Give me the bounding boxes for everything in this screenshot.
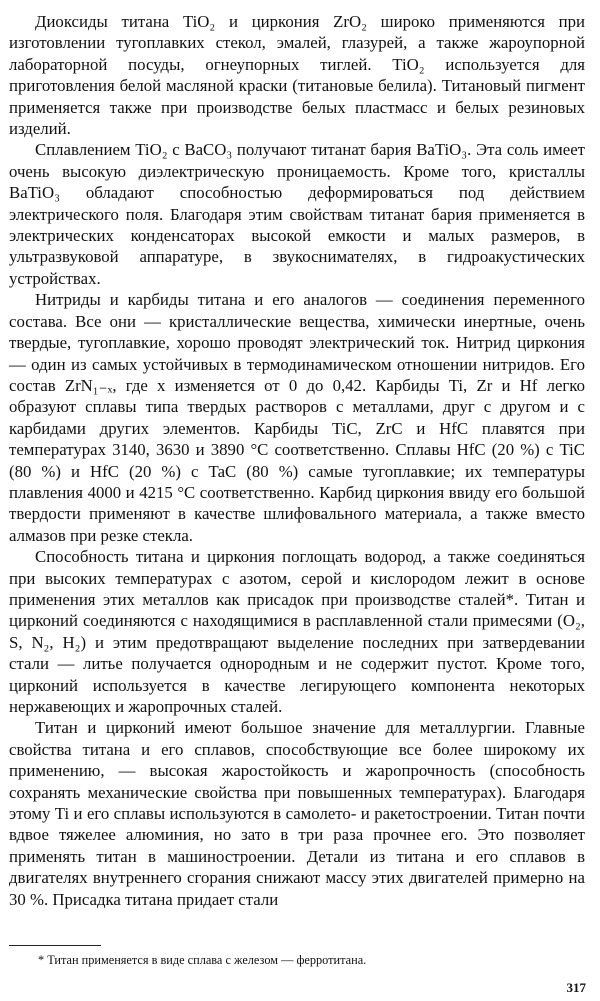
footnote: * Титан применяется в виде сплава с железом — ферротитана. [38,953,367,967]
paragraph: Нитриды и карбиды титана и его аналогов — соединения переменного состава. Все они — кристаллические вещества, химически инертные, очень твердые, тугоплавкие, хорошо проводят электрический ток. Нитрид циркония — один из самых устойчивых в термодинамическом отношении нитридов. Его состав ZrN₁₋ₓ, где x изменяется от 0 до 0,42. Карбиды Ti, Zr и Hf легко образуют сплавы типа твердых растворов с металлами, друг с другом и с карбидами других элементов. Карбиды TiC, ZrC и HfC плавятся при температурах 3140, 3630 и 3890 °C соответственно. Сплавы HfC (20 %) с TiC (80 %) и HfC (20 %) с TaC (80 %) самые тугоплавкие; их температуры плавления 4000 и 4215 °C соответственно. Карбид циркония ввиду его большой твердости применяют в качестве шлифовального материала, а также вместо алмазов при резке стекла. [9,290,585,545]
paragraph: Диоксиды титана TiO₂ и циркония ZrO₂ широко применяются при изготовлении тугоплавких стекол, эмалей, глазурей, а также жароупорной лабораторной посуды, огнеупорных тиглей. TiO₂ используется для приготовления белой масляной краски (титановые белила). Титановый пигмент применяется также при производстве белых пластмасс и белых резиновых изделий. [9,12,585,139]
paragraph: Титан и цирконий имеют большое значение для металлургии. Главные свойства титана и его сплавов, способствующие все более широкому их применению, — высокая жаростойкость и жаропрочность (способность сохранять механические свойства при повышенных температурах). Благодаря этому Ti и его сплавы используются в самолето- и ракетостроении. Титан почти вдвое тяжелее алюминия, но зато в три раза прочнее его. Это позволяет применять титан в машиностроении. Детали из титана и его сплавов в двигателях внутреннего сгорания снижают массу этих двигателей примерно на 30 %. Присадка титана придает стали [9,718,585,909]
paragraph: Сплавлением TiO₂ с BaCO₃ получают титанат бария BaTiO₃. Эта соль имеет очень высокую диэлектрическую проницаемость. Кроме того, кристаллы BaTiO₃ обладают способностью деформироваться под действием электрического поля. Благодаря этим свойствам титанат бария применяется в электрических конденсаторах высокой емкости и малых размеров, в ультразвуковой аппаратуре, в звукоснимателях, в гидроакустических устройствах. [9,140,585,288]
page-number: 317 [566,980,586,995]
footnote-divider [9,945,101,946]
body-text [9,11,585,910]
paragraph: Способность титана и циркония поглощать водород, а также соединяться при высоких температурах с азотом, серой и кислородом лежит в основе применения этих металлов как присадок при производстве сталей*. Титан и цирконий соединяются с находящимися в расплавленной стали примесями (O₂, S, N₂, H₂) и этим предотвращают выделение последних при затвердевании стали — литье получается однородным и не содержит пустот. Кроме того, цирконий используется в качестве легирующего компонента некоторых нержавеющих и жаропрочных сталей. [9,547,585,716]
